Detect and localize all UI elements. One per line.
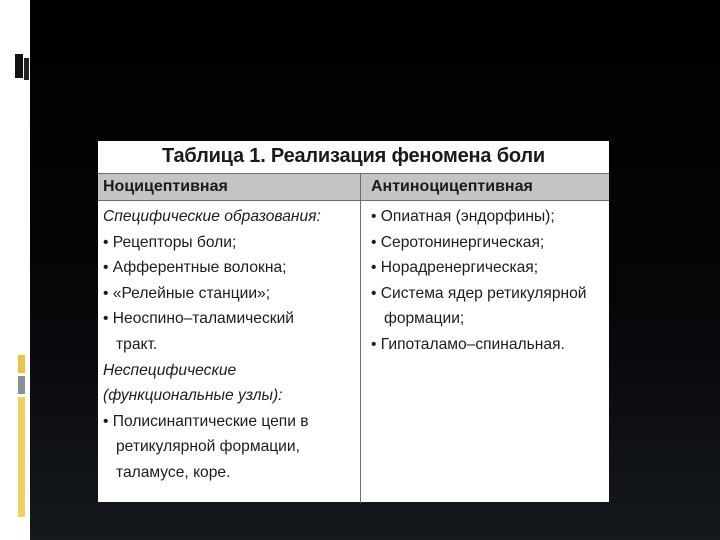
- list-item: • Система ядер ретикулярной: [371, 284, 587, 302]
- accent-bar-yellow-long: [18, 397, 25, 517]
- table-title: Таблица 1. Реализация феномена боли: [161, 145, 545, 167]
- list-item: • Серотонинергическая;: [371, 233, 545, 251]
- list-item: • Полисинаптические цепи в: [103, 412, 309, 430]
- header-antinociceptive: Антиноцицептивная: [360, 174, 609, 201]
- table-grid: [98, 173, 609, 503]
- list-item: Специфические образования:: [103, 208, 321, 225]
- list-item: • Рецепторы боли;: [103, 233, 237, 251]
- list-item: формации;: [384, 310, 465, 328]
- pain-table: [98, 141, 609, 502]
- accent-bar-yellow: [18, 355, 25, 373]
- accent-bar-gray: [18, 376, 25, 394]
- list-item: • Неоспино–таламический: [103, 310, 294, 328]
- slide-marker-icon: [13, 52, 25, 80]
- list-item: тракт.: [116, 335, 158, 353]
- column-nociceptive: [98, 201, 360, 503]
- header-nociceptive: Ноцицептивная: [98, 174, 360, 201]
- list-item: таламусе, коре.: [116, 463, 231, 481]
- list-item: • Гипоталамо–спинальная.: [371, 335, 565, 353]
- list-item: • «Релейные станции»;: [103, 284, 271, 302]
- list-item: • Норадренергическая;: [371, 259, 539, 277]
- list-item: (функциональные узлы):: [103, 387, 283, 405]
- left-margin: [0, 0, 30, 540]
- column-antinociceptive: [360, 201, 609, 503]
- list-item: ретикулярной формации,: [116, 438, 300, 456]
- list-item: • Афферентные волокна;: [103, 259, 287, 277]
- list-item: Неспецифические: [103, 361, 237, 379]
- list-item: • Опиатная (эндорфины);: [371, 208, 555, 225]
